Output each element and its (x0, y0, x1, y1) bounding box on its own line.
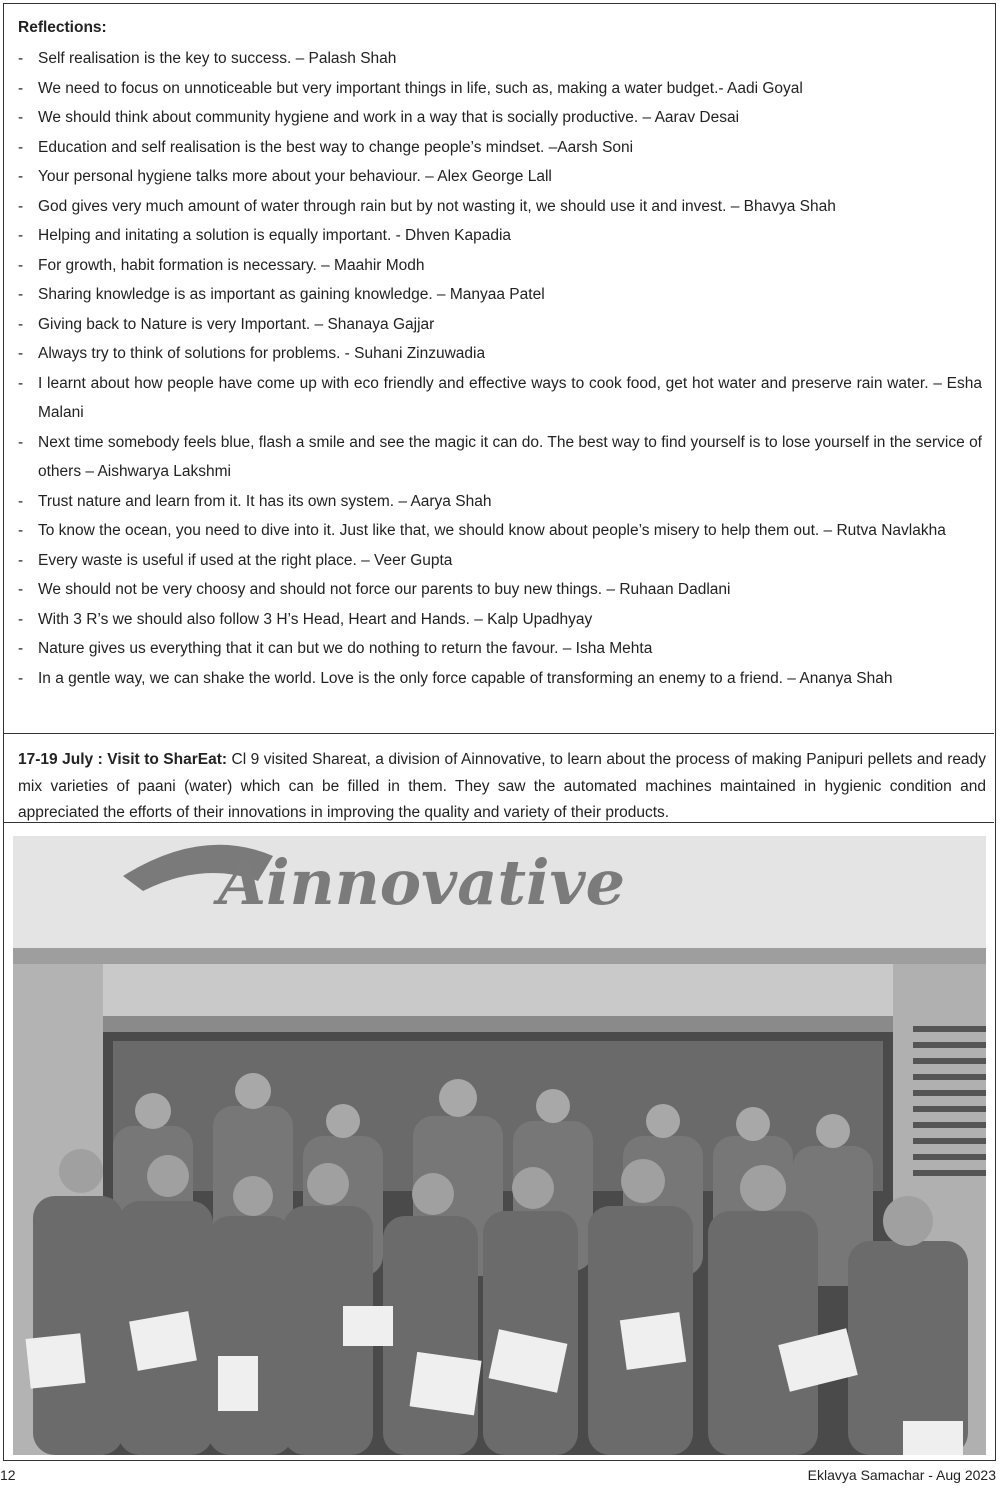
reflection-item: - Sharing knowledge is as important as gaining knowledge. – Manyaa Patel (18, 280, 982, 310)
reflection-item: - I learnt about how people have come up with eco friendly and effective ways to cook food, get hot water and preserve rain water. – Esha Malani (18, 369, 982, 428)
reflection-item: - Self realisation is the key to success. – Palash Shah (18, 44, 982, 74)
group-photo (13, 836, 986, 1455)
reflection-item: - Every waste is useful if used at the right place. – Veer Gupta (18, 546, 982, 576)
reflections-list (18, 44, 982, 693)
reflection-item: - Education and self realisation is the best way to change people’s mindset. –Aarsh Soni (18, 133, 982, 163)
reflection-item: - We should think about community hygiene and work in a way that is socially productive. – Aarav Desai (18, 103, 982, 133)
reflection-item: - To know the ocean, you need to dive into it. Just like that, we should know about people’s misery to help them out. – Rutva Navlakha (18, 516, 982, 546)
reflection-item: - We should not be very choosy and should not force our parents to buy new things. – Ruhaan Dadlani (18, 575, 982, 605)
reflection-item: - In a gentle way, we can shake the world. Love is the only force capable of transforming an enemy to a friend. – Ananya Shah (18, 664, 982, 694)
page-number: 12 (0, 1467, 16, 1483)
publication-footer: Eklavya Samachar - Aug 2023 (807, 1467, 996, 1483)
reflection-item: - Next time somebody feels blue, flash a smile and see the magic it can do. The best way to find yourself is to lose yourself in the service of others – Aishwarya Lakshmi (18, 428, 982, 487)
reflections-section (4, 4, 994, 734)
sign-logo-text: Ainnovative (218, 846, 626, 919)
reflection-item: - Giving back to Nature is very Important. – Shanaya Gajjar (18, 310, 982, 340)
reflection-item: - Trust nature and learn from it. It has its own system. – Aarya Shah (18, 487, 982, 517)
visit-section (4, 734, 994, 823)
reflections-title: Reflections: (18, 19, 107, 36)
group-photo-illustration (13, 836, 986, 1455)
visit-heading: 17-19 July : Visit to SharEat: (18, 751, 228, 768)
reflection-item: - Nature gives us everything that it can but we do nothing to return the favour. – Isha Mehta (18, 634, 982, 664)
reflection-item: - We need to focus on unnoticeable but very important things in life, such as, making a water budget.- Aadi Goyal (18, 74, 982, 104)
reflection-item: - For growth, habit formation is necessary. – Maahir Modh (18, 251, 982, 281)
reflection-item: - Always try to think of solutions for problems. - Suhani Zinzuwadia (18, 339, 982, 369)
reflection-item: - Your personal hygiene talks more about your behaviour. – Alex George Lall (18, 162, 982, 192)
reflection-item: - God gives very much amount of water through rain but by not wasting it, we should use it and invest. – Bhavya Shah (18, 192, 982, 222)
visit-text: Cl 9 visited Shareat, a division of Ainnovative, to learn about the process of making Panipuri pellets and ready mix varieties of paani (water) which can be filled in them. They saw the automated machines maintained in hygienic condition and appreciated the efforts of their innovations in improving the quality and variety of their products. (18, 751, 986, 821)
reflection-item: - Helping and initating a solution is equally important. - Dhven Kapadia (18, 221, 982, 251)
reflection-item: - With 3 R’s we should also follow 3 H’s Head, Heart and Hands. – Kalp Upadhyay (18, 605, 982, 635)
